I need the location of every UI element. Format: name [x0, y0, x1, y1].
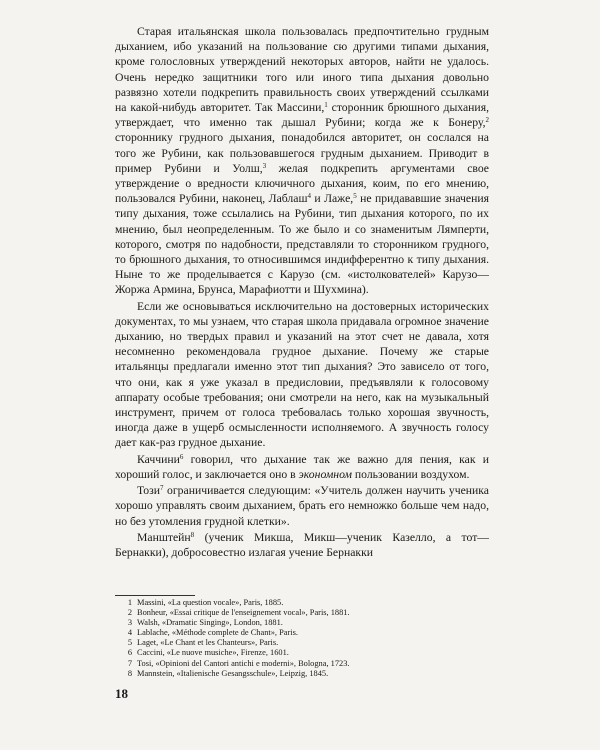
text-run: стороннику грудного дыхания, понадобился авторитет, он сослался на того же Рубини, как пользовавшегося грудным дыханием. Приводит в пример Рубини и Уолш,: [115, 131, 489, 175]
footnote-ref: 7: [159, 484, 164, 493]
text-run: желая подкрепить аргументами свое утверждение о вредности ключичного дыхания, коим, по его мнению, пользовался Рубини, наконец, Лаблаш: [115, 161, 489, 206]
text-run: (ученик Микша, Микш—ученик Казелло, а тот—Бернакки), добросовестно излагая учение Бернакки: [115, 530, 489, 559]
footnote-item: [115, 659, 489, 669]
footnote-ref: 6: [179, 452, 184, 461]
footnote-item: [115, 618, 489, 628]
paragraph: [115, 530, 489, 560]
text-run: не придававшие значения типу дыхания, тоже ссылались на Рубини, тип дыхания которого, по их мнению, был неопределенным. То же было и со знаменитым Лямперти, которого, смотря по надобности, представляли то сторонником грудного, то брюшного дыхания, то относившимся индифферентно к типу дыхания. Ныне то же проделывается с Карузо (см. «истолкователей» Карузо—Жоржа Армина, Брунса, Марафиотти и Шухмина).: [115, 192, 489, 297]
text-run: и Лаже,: [310, 192, 354, 206]
text-run: Старая итальянская школа пользовалась предпочтительно грудным дыханием, ибо указаний на пользование сю другими типами дыхания, кроме голословных утверждений некоторых авторов, найти не удалось. Очень нередко защитники того или иного типа дыхания довольно развязно хотели подкрепить правильность своих утверждений ссылками на какой-нибудь авторитет. Так Массини,: [115, 25, 489, 115]
footnote-text: Lablache, «Méthode complete de Chant», Paris.: [137, 628, 298, 638]
footnote-number: 7: [127, 658, 132, 668]
text-run: говорил, что дыхание так же важно для пения, как и хороший голос, и заключается оно в: [115, 452, 489, 481]
footnote-ref: 5: [353, 192, 357, 201]
footnote-number: 4: [127, 628, 132, 638]
footnote-divider: [115, 595, 195, 596]
text-run: сторонник брюшного дыхания, утверждает, что именно так дышал Рубини; когда же к Бонеру,: [115, 101, 489, 130]
text-run: Каччини: [137, 452, 180, 466]
footnote-number: 5: [127, 638, 132, 648]
footnote-ref: 2: [485, 116, 489, 125]
footnote-ref: 4: [307, 192, 311, 201]
footnote-item: [115, 608, 489, 618]
footnote-text: Walsh, «Dramatic Singing», London, 1881.: [137, 618, 283, 628]
footnote-number: 3: [127, 618, 132, 628]
footnote-number: 1: [127, 598, 132, 607]
footnote-number: 6: [127, 648, 132, 658]
paragraph: [115, 452, 489, 482]
paragraph: [115, 299, 489, 451]
paragraph: [115, 483, 489, 529]
footnote-text: Mannstein, «Italienische Gesangsschule», Leipzig, 1845.: [137, 668, 329, 678]
footnote-ref: 1: [324, 101, 328, 110]
main-text: [115, 24, 489, 560]
footnote-item: [115, 638, 489, 648]
italic-text: экономном: [298, 467, 352, 481]
footnote-ref: 3: [262, 161, 267, 170]
footnote-number: 8: [127, 668, 132, 678]
page-number: 18: [115, 686, 128, 701]
footnote-item: [115, 648, 489, 658]
text-run: Если же основываться исключительно на достоверных исторических документах, то мы узнаем, что старая школа придавала огромное значение дыханию, но твердых правил и указаний на этот счет не давала, хотя несомненно рекомендовала грудное дыхание. Почему же старые итальянцы предлагали именно этот тип дыхания? Это зависело от того, что они, как я уже указал в предисловии, предъявляли к голосовому аппарату особые требования; они смотрели на него, как на музыкальный инструмент, причем от голоса требовалась только хорошая звучность, иногда даже в ущерб осмысленности исполняемого. А звучность голосу дает как-раз грудное дыхание.: [115, 299, 489, 450]
footnote-item: [115, 628, 489, 638]
footnote-text: Caccini, «Le nuove musiche», Firenze, 1601.: [137, 648, 289, 658]
text-run: Манштейн: [137, 530, 191, 544]
footnotes: [115, 598, 489, 679]
text-run: Този: [137, 484, 160, 498]
text-run: пользовании воздухом.: [351, 467, 470, 481]
footnote-text: Laget, «Le Chant et les Chanteurs», Paris.: [137, 638, 279, 648]
footnote-number: 2: [127, 608, 132, 618]
footnote-ref: 8: [190, 530, 195, 539]
footnote-text: Massini, «La question vocale», Paris, 1885.: [137, 598, 284, 607]
footnote-item: [115, 669, 489, 679]
footnote-text: Tosi, «Opinioni del Cantori antichi e moderni», Bologna, 1723.: [137, 658, 350, 668]
paragraph: [115, 24, 489, 298]
text-run: ограничивается следующим: «Учитель должен научить ученика хорошо управлять своим дыханием, брать его немножко больше чем надо, но без утомления грудной клетки».: [115, 484, 489, 528]
footnote-text: Bonheur, «Essai critique de l'enseignement vocal», Paris, 1881.: [137, 608, 350, 618]
footnote-item: [115, 598, 489, 608]
